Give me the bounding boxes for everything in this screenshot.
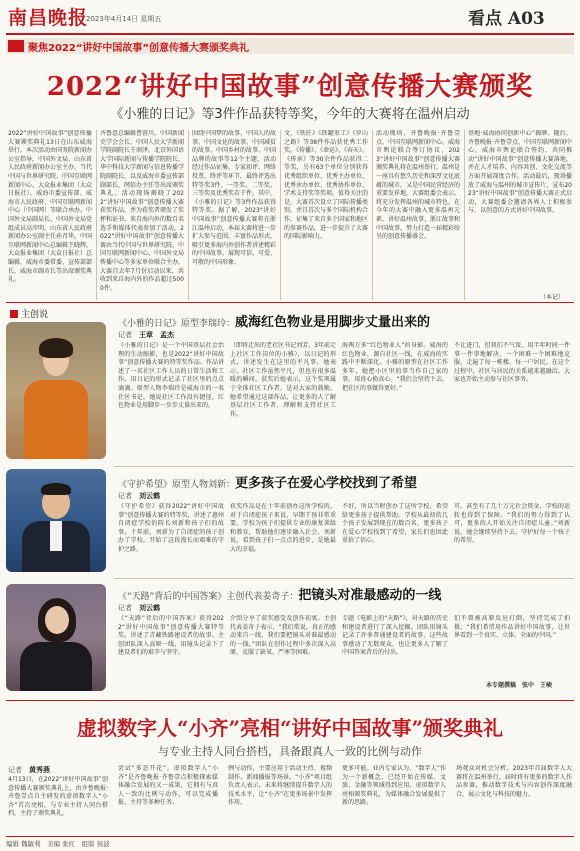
article2-column-2: 尝试“多态开花”。虚拟数字人“小齐”是齐鲁晚报·齐鲁壹点积极探索媒体融合发展的又一成果，它拥有与真人一致的比例与动作，可以完成播报、主持等多种任务。	[118, 765, 218, 807]
story3-byline	[118, 603, 160, 613]
main-headline: 2022“讲好中国故事”创意传播大赛颁奖	[46, 72, 534, 102]
article2-column-5: 场观众对机会分析，2023年首届数字人大赛将在温州举行，届时将有更多的数字人作品参赛，推动数字技术与内容创作深度融合，展示文化与科技的魅力。	[456, 765, 572, 798]
story2-headline: 更多孩子在爱心学校找到了希望	[235, 476, 418, 491]
article1-column-4: 文，《铁匠》《铁罐重工》《罗山之路》等38件作品获优秀工作奖。《传播》、《命运》、《春天》、《传承》等30余件作品获得二等奖，另有63个单位分别获得优秀组织单位、优秀主办单位、优秀承办单位、优秀协作单位、学术支持奖等奖项。值得关注的是，大赛首次设立了国际传播类别，并且首次与多个国际机构合作，征集了来自多个国家和地区的参赛作品，进一步提升了大赛的国际影响力。	[284, 130, 368, 241]
story3-column-4: 们不曾被高原反应打倒，坚持完成了拍摄。“我们希望用作品讲好中国故事，让世界看到一个真实、立体、全面的中国。”	[454, 615, 570, 640]
story2-byline	[118, 491, 160, 501]
byline-author: 刘云鹤	[139, 604, 160, 612]
byline-author: 刘云鹤	[139, 492, 160, 500]
photo-li-ruiling	[6, 322, 106, 459]
page-footer: 编辑 魏敏利 美编 张红 组版 侯波	[6, 836, 574, 848]
article1-column-5: 活动现场，齐鲁晚报·齐鲁壹点、中国互联网新闻中心、威海市舆论联合签订协议，2023“讲好中国故事”创意传播大赛颁奖典礼将在温州举行。温州是一座具有悠久历史和深厚文化底蕴的城市，又是中国民营经济的重要发祥地，大赛组委会表示，将充分发挥温州的城市特色，在今年的大赛中融入更多温州元素，讲好温州故事、浙江故事和中国故事，努力打造一届精彩纷呈的创意传播盛会。	[376, 130, 460, 241]
article2-column-4: 更多可能。业内专家认为，“数字人”作为一个新概念，已经开始在传媒、文旅、金融等领域得到应用，虚拟数字人亮相颁奖典礼，为媒体融合发展提供了新的思路。	[342, 765, 446, 807]
section-rule	[6, 302, 574, 303]
story1-headline: 威海红色物业是用脚步丈量出来的	[235, 315, 431, 330]
article2-column-3: 例与动作，主要应用于活动主持、视频制作、新闻播报等场景。“小齐”项目组负责人表示，未来将继续提升数字人的技术水平，让“小齐”在更多场景中发挥作用。	[228, 765, 332, 807]
column-divider	[464, 130, 465, 300]
article2-headline: 虚拟数字人“小齐”亮相“讲好中国故事”颁奖典礼	[76, 716, 503, 740]
byline-label: 记者	[8, 766, 22, 774]
column-divider	[372, 130, 373, 300]
photo-liu-xin	[6, 469, 106, 572]
topic-banner-text: 聚焦2022“讲好中国故事”创意传播大赛颁奖典礼	[28, 43, 249, 54]
byline-author: 王章 孟杰	[139, 331, 174, 339]
article1-column-1: 2022“讲好中国故事”创意传播大赛颁奖典礼13日在山东威海举行。本次活动由国务院新闻办公室指导，中国外文局、山东省人民政府新闻办公室主办，当代中国与世界研究院、中国互联网新闻中心、大众报业集团（大众日报社）、威海市委宣传部、威海市人民政府、中国互联网新闻中心（中国网）等联合承办。中国外文局副局长、中国外文局党组成员高岸明，山东省人民政府新闻办公室副主任孙召华，中国互联网新闻中心总编辑王晓辉，大众报业集团（大众日报社）总编辑，威海市委常委、宣传部部长，威海市副市长等出席颁奖典礼。	[8, 130, 92, 284]
story2-column-2: 获奖作品是在十年前创办这所学校的，对于自闭症孩子来说，早期干预非常重要。学校为孩子们提供专业的康复训练和教育，帮助他们逐步融入社会。刘新说，看到孩子们一点点的进步，是她最大的幸福。	[230, 503, 336, 553]
column-divider	[188, 130, 189, 300]
article1-column-6: 基地·威海协同创新中心”揭牌。随后，齐鲁晚报·齐鲁壹点、中国互联网新闻中心、威海市舆论联合签约，共同推动“讲好中国故事”创意传播大赛落地，并在人才培养、内容共创、文化交流等方面开展深度合作。活动最后，现场播放了威海与温州的城市宣传片，宣布2023“讲好中国故事”创意传播大赛正式启动，大赛组委会邀请各界人士积极参与，以创意的方式讲好中国故事。	[468, 130, 572, 215]
story1-column-1: 《小雅的日记》是一个中国基层社会治理的生动缩影，也是2022“讲好中国故事”创意传播大赛的特等奖作品。作品讲述了一名社区工作人员的日常生活和工作，用日记的形式记录了社区里的点点滴滴。原型人物李瑞玲是威海市的一名社区书记，她说社区工作没有捷径，红色物业是用脚步一步步丈量出来的。	[118, 342, 224, 410]
masthead-rule	[6, 33, 574, 35]
story2-column-4: 可，甚至有了几十万元社会资金，学校的运转也得到了保障。“我们的努力得到了认可，更多的人开始关注自闭症儿童。”刘新说，她会继续坚持下去，守护好每一个孩子的希望。	[454, 503, 570, 545]
byline-label: 记者	[118, 492, 132, 500]
story3-prefix: 《“天路”背后的中国答案》主创代表姜奇子：	[118, 592, 299, 602]
section-label-text: 主创说	[21, 310, 49, 320]
story3-column-2: 介绍分享了获奖感受及创作初衷。主创代表姜奇子表示，“我们常说，真正的感动来自一线，我们要把镜头对准最感动的一线。”团队在创作过程中多次深入高原，克服了缺氧、严寒等困难。	[230, 615, 336, 657]
story1-prefix: 《小雅的日记》原型李瑞玲：	[118, 319, 236, 329]
story3-column-3: 专题《电影上的“天路”》，对天路的历史和建设者进行了深入挖掘。团队用镜头记录了许多普通建设者的故事，这些故事感动了无数观众，也让更多人了解了中国答案背后的付出。	[342, 615, 448, 657]
story1-headline-row	[118, 311, 430, 330]
article2-column-1: 4月13日，在2022“讲好中国故事”创意传播大赛颁奖典礼上，由齐鲁晚报·齐鲁壹点自主研发的虚拟数字人“小齐”首次亮相，与专业主持人同台搭档，主持了颁奖典礼。	[8, 776, 108, 818]
column-divider	[96, 130, 97, 300]
article2-byline	[8, 765, 50, 775]
story1-column-2: （即将迁出的老社区书记刘芳，3年前走上社区工作岗位的小雅），以日记的形式，讲述发生在这里的平凡事。她表示，社区工作虽然平凡，但也有很多温暖的瞬间。获奖后她表示，这个奖项属于全体社区工作者，是对大家的鼓励。她希望通过这部作品，让更多的人了解基层社区工作者，理解和支持社区工作。	[230, 342, 336, 418]
issue-date: 2023年4月14日 星期五	[86, 15, 162, 23]
byline-author: 黄秀燕	[29, 766, 50, 774]
banner-square-icon	[8, 40, 24, 52]
story-divider	[114, 466, 574, 467]
story2-column-3: 不好，所以当时创办了这所学校，希望给更多孩子提供帮助。学校从最初的几个孩子发展到现在的数百名，更多孩子在爱心学校找到了希望，家长们也因此重拾了信心。	[342, 503, 448, 545]
section-rule	[6, 700, 574, 701]
main-subheadline: 《小雅的日记》等3件作品获特等奖，今年的大赛将在温州启动	[110, 107, 470, 122]
story2-column-1: 《守护希望》获得2022“讲好中国故事”创意传播大赛的特等奖，讲述了惠州自闭症学校的院长刘新和孩子们的故事。十年前，刘新为了自闭症的孩子创办了学校，开始了这段漫长而艰难的守护之路。	[118, 503, 224, 553]
story3-end-note: 本专题撰稿 张中 王峻	[486, 682, 553, 689]
story1-column-3: 海两万多“红色物业人”的身影。威海的红色物业，源自社区一线，在威海的实践中不断深化。小雅的原型在社区工作多年，她把小区里的事当作自己家的事，用真心换真心。“我们会坚持下去，把社区的事做得更好。”	[342, 342, 448, 392]
story1-column-4: 不让进门，但我们不气馁，用半年时间一件事一件事地解决，一个困难一个困难地克服，走遍了每一栋楼、每一户居民。在这个过程中，社区与居民的关系越来越融洽，大家也开始主动参与社区事务。	[454, 342, 570, 384]
story3-headline: 把镜头对准最感动的一线	[298, 588, 442, 603]
article1-end-note: （本记）	[540, 294, 565, 301]
story1-byline	[118, 330, 174, 340]
column-divider	[280, 130, 281, 300]
article1-column-2: 齐鲁意总编辑曹蓉川，中国新闻史学会会长、中国人民大学新闻学院副院长王润泽，北京外国语大学国际新闻与传播学院院长，华中科技大学新闻与信息传播学院副院长，以及威海市委宣传部副部长、网信办主任等出席颁奖典礼。活动现场揭晓了2022“讲好中国故事”创意传播大赛获奖作品，并为获奖者颁发了奖杯和证书。来自海内外的数百名选手和媒体代表参加了活动，2022“讲好中国故事”创意传播大赛由当代中国与世界研究院、中国互联网新闻中心、中国外文局传播中心等多家单位联合主办，大赛自去年7月份启动以来，共收到来自海内外的作品超过5000件。	[100, 130, 184, 292]
story-divider	[114, 578, 574, 579]
section-label	[10, 307, 48, 320]
article1-column-3: 围绕中国梦的故事、中国人的故事、中国文化的故事、中国减贫的故事、中国乡村的故事、中国品牌的故事等12个主题，活动经过作品征集、专家初评、网络投票、终评等环节，最终评选出特等奖3件、一等奖、二等奖、三等奖及优秀奖若干件。其中，《小雅的日记》等3件作品获得特等奖。据了解，2023“讲好中国故事”创意传播大赛将在浙江温州启动，本届大赛将进一步扩大参与范围，丰富作品形式，吸引更多海内外创作者讲述精彩的中国故事，展现可信、可爱、可敬的中国形象。	[192, 130, 276, 266]
section-square-icon	[10, 310, 18, 318]
masthead	[0, 0, 580, 36]
story3-column-1: 《“天路”背后的中国答案》获得2022“讲好中国故事”创意传播大赛特等奖，讲述了青藏铁路建设者的故事。主创团队深入高原一线，用镜头记录下了建设者们的艰辛与坚守。	[118, 615, 224, 657]
story3-headline-row	[118, 584, 441, 603]
byline-label: 记者	[118, 604, 132, 612]
page-label: 看点 A03	[468, 9, 545, 29]
article2-subheadline: 与专业主持人同台搭档，具备跟真人一致的比例与动作	[158, 745, 422, 758]
story2-prefix: 《守护希望》原型人物刘新：	[118, 480, 236, 490]
newspaper-logo: 南昌晚报	[8, 7, 89, 29]
byline-label: 记者	[118, 331, 132, 339]
story2-headline-row	[118, 472, 417, 491]
photo-jiang-qizi	[6, 584, 106, 691]
